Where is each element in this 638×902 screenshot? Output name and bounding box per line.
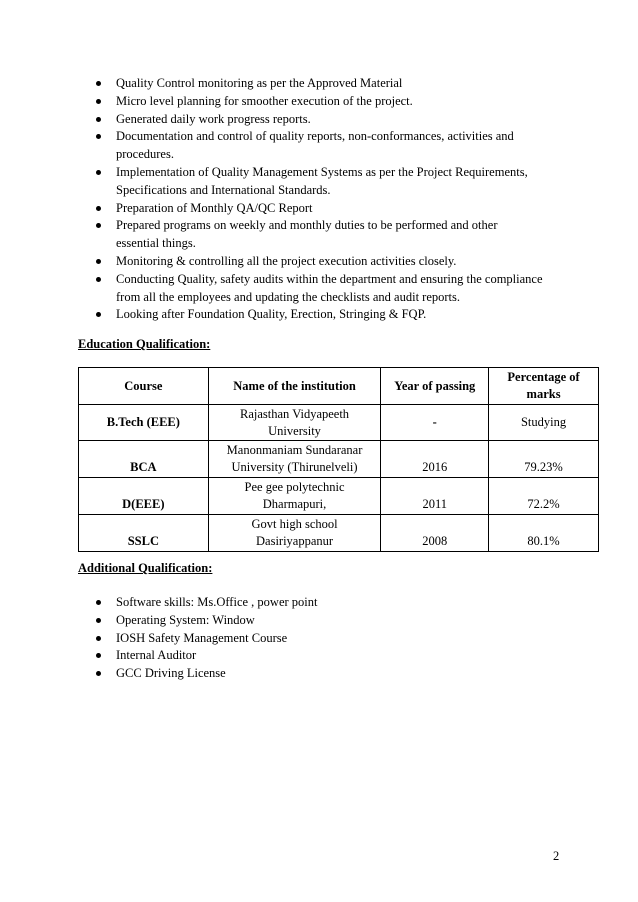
cell-institution: Pee gee polytechnic Dharmapuri, — [208, 478, 381, 515]
list-item: Prepared programs on weekly and monthly duties to be performed and other essential things. — [92, 217, 572, 253]
additional-heading: Additional Qualification: — [78, 561, 213, 575]
header-course: Course — [79, 368, 209, 405]
cell-institution: Govt high school Dasiriyappanur — [208, 515, 381, 552]
list-item: Micro level planning for smoother execution of the project. — [92, 93, 572, 111]
list-item: Preparation of Monthly QA/QC Report — [92, 200, 572, 218]
list-item: Documentation and control of quality reports, non-conformances, activities and procedures. — [92, 128, 572, 164]
cell-course: BCA — [79, 441, 209, 478]
cell-percentage: Studying — [489, 405, 599, 441]
list-item: Conducting Quality, safety audits within the department and ensuring the compliance from all the employees and updating the checklists and audit reports. — [92, 271, 572, 307]
bullet-icon — [96, 206, 101, 211]
bullet-icon — [96, 134, 101, 139]
list-item: GCC Driving License — [92, 665, 572, 683]
cell-course: B.Tech (EEE) — [79, 405, 209, 441]
duties-list — [92, 75, 572, 324]
additional-list — [92, 594, 572, 683]
page-number: 2 — [553, 849, 560, 863]
table-row — [79, 441, 599, 478]
bullet-icon — [96, 223, 101, 228]
bullet-icon — [96, 81, 101, 86]
table-header-row — [79, 368, 599, 405]
education-table — [78, 367, 599, 552]
header-percentage: Percentage of marks — [489, 368, 599, 405]
cell-institution: Rajasthan Vidyapeeth University — [208, 405, 381, 441]
cell-institution: Manonmaniam Sundaranar University (Thirunelveli) — [208, 441, 381, 478]
bullet-icon — [96, 618, 101, 623]
cell-course: D(EEE) — [79, 478, 209, 515]
cell-year: 2011 — [381, 478, 489, 515]
bullet-icon — [96, 671, 101, 676]
cell-percentage: 72.2% — [489, 478, 599, 515]
cell-year: - — [381, 405, 489, 441]
cell-course: SSLC — [79, 515, 209, 552]
list-item: Looking after Foundation Quality, Erection, Stringing & FQP. — [92, 306, 572, 324]
list-item: Quality Control monitoring as per the Approved Material — [92, 75, 572, 93]
list-item: Implementation of Quality Management Systems as per the Project Requirements, Specifications and International Standards. — [92, 164, 572, 200]
bullet-icon — [96, 117, 101, 122]
cell-year: 2008 — [381, 515, 489, 552]
bullet-icon — [96, 600, 101, 605]
bullet-icon — [96, 312, 101, 317]
cell-percentage: 79.23% — [489, 441, 599, 478]
bullet-icon — [96, 653, 101, 658]
list-item: Operating System: Window — [92, 612, 572, 630]
bullet-icon — [96, 277, 101, 282]
table-row — [79, 515, 599, 552]
table-row — [79, 478, 599, 515]
table-row — [79, 405, 599, 441]
bullet-icon — [96, 636, 101, 641]
list-item: Internal Auditor — [92, 647, 572, 665]
list-item: Monitoring & controlling all the project execution activities closely. — [92, 253, 572, 271]
bullet-icon — [96, 259, 101, 264]
cell-percentage: 80.1% — [489, 515, 599, 552]
education-heading: Education Qualification: — [78, 337, 211, 351]
bullet-icon — [96, 99, 101, 104]
bullet-icon — [96, 170, 101, 175]
header-year: Year of passing — [381, 368, 489, 405]
list-item: Software skills: Ms.Office , power point — [92, 594, 572, 612]
list-item: IOSH Safety Management Course — [92, 630, 572, 648]
list-item: Generated daily work progress reports. — [92, 111, 572, 129]
cell-year: 2016 — [381, 441, 489, 478]
header-institution: Name of the institution — [208, 368, 381, 405]
